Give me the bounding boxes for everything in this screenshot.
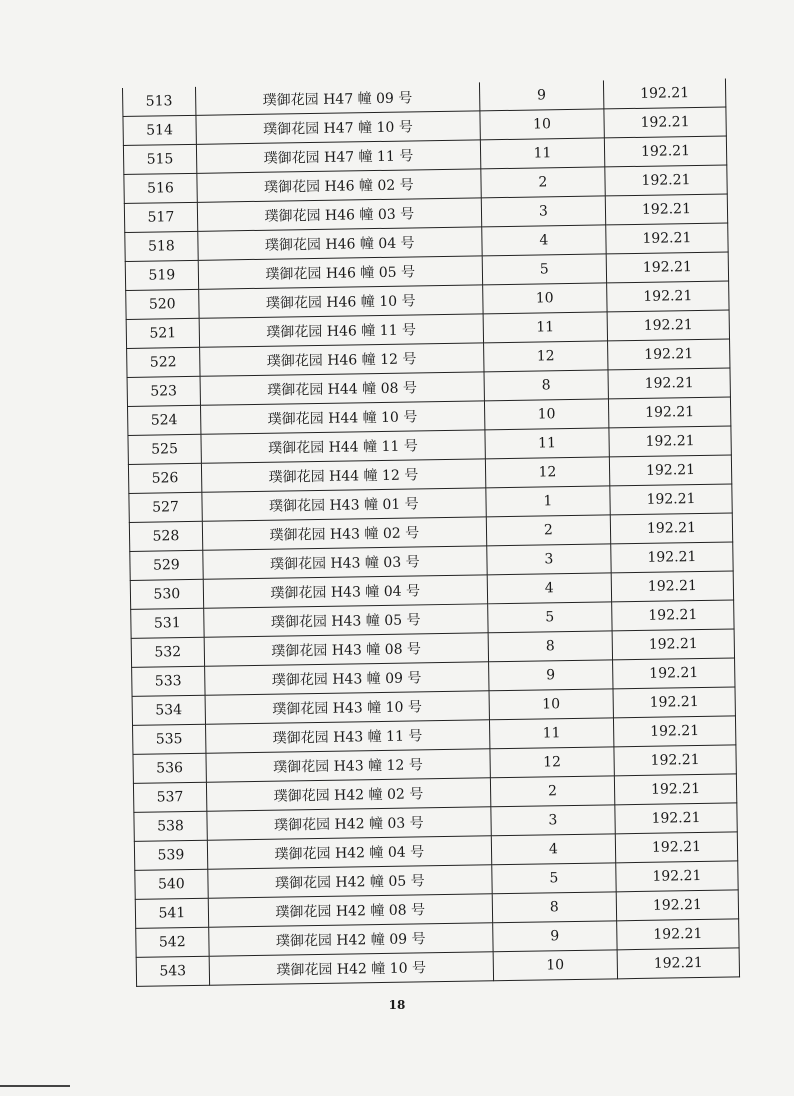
unit-number-cell: 9 <box>493 921 618 952</box>
area-cell: 192.21 <box>608 368 731 399</box>
area-cell: 192.21 <box>610 484 733 515</box>
unit-number-cell: 5 <box>488 602 613 633</box>
area-cell: 192.21 <box>610 513 733 544</box>
row-index-cell: 530 <box>130 579 203 609</box>
row-index-cell: 526 <box>128 463 201 493</box>
address-cell: 璞御花园 H47 幢 10 号 <box>196 111 480 144</box>
unit-number-cell: 2 <box>486 515 611 546</box>
row-index-cell: 513 <box>122 87 195 117</box>
area-cell: 192.21 <box>605 165 728 196</box>
unit-number-cell: 4 <box>491 834 616 865</box>
address-cell: 璞御花园 H47 幢 09 号 <box>195 82 479 115</box>
area-cell: 192.21 <box>604 136 727 167</box>
row-index-cell: 519 <box>125 260 198 290</box>
row-index-cell: 518 <box>125 231 198 261</box>
unit-number-cell: 12 <box>483 341 608 372</box>
address-cell: 璞御花园 H46 幢 11 号 <box>199 314 483 347</box>
address-cell: 璞御花园 H43 幢 02 号 <box>202 517 486 550</box>
unit-number-cell: 11 <box>489 718 614 749</box>
address-cell: 璞御花园 H44 幢 12 号 <box>201 459 485 492</box>
row-index-cell: 517 <box>124 202 197 232</box>
row-index-cell: 538 <box>134 811 207 841</box>
row-index-cell: 525 <box>128 434 201 464</box>
unit-number-cell: 5 <box>482 254 607 285</box>
area-cell: 192.21 <box>608 397 731 428</box>
area-cell: 192.21 <box>614 774 737 805</box>
row-index-cell: 534 <box>132 695 205 725</box>
unit-number-cell: 11 <box>485 428 610 459</box>
unit-number-cell: 10 <box>482 283 607 314</box>
address-cell: 璞御花园 H43 幢 09 号 <box>204 662 488 695</box>
row-index-cell: 521 <box>126 318 199 348</box>
address-cell: 璞御花园 H43 幢 01 号 <box>202 488 486 521</box>
unit-number-cell: 10 <box>484 399 609 430</box>
unit-number-cell: 2 <box>481 167 606 198</box>
row-index-cell: 539 <box>134 840 207 870</box>
unit-number-cell: 3 <box>487 544 612 575</box>
area-cell: 192.21 <box>613 716 736 747</box>
area-cell: 192.21 <box>616 890 739 921</box>
address-cell: 璞御花园 H42 幢 04 号 <box>207 836 491 869</box>
unit-number-cell: 12 <box>485 457 610 488</box>
unit-number-cell: 4 <box>487 573 612 604</box>
row-index-cell: 523 <box>127 376 200 406</box>
address-cell: 璞御花园 H43 幢 11 号 <box>205 720 489 753</box>
address-cell: 璞御花园 H46 幢 03 号 <box>197 198 481 231</box>
area-cell: 192.21 <box>603 79 725 109</box>
area-cell: 192.21 <box>614 745 737 776</box>
unit-number-cell: 9 <box>488 660 613 691</box>
unit-number-cell: 8 <box>488 631 613 662</box>
address-cell: 璞御花园 H44 幢 10 号 <box>200 401 484 434</box>
unit-number-cell: 5 <box>492 863 617 894</box>
area-cell: 192.21 <box>605 194 728 225</box>
unit-number-cell: 10 <box>493 950 618 981</box>
address-cell: 璞御花园 H43 幢 12 号 <box>206 749 490 782</box>
area-cell: 192.21 <box>607 281 730 312</box>
area-cell: 192.21 <box>613 687 736 718</box>
unit-number-cell: 8 <box>492 892 617 923</box>
row-index-cell: 536 <box>133 753 206 783</box>
area-cell: 192.21 <box>607 339 730 370</box>
row-index-cell: 543 <box>136 956 209 986</box>
area-cell: 192.21 <box>616 861 739 892</box>
area-cell: 192.21 <box>604 107 727 138</box>
header-mark <box>330 0 490 12</box>
area-cell: 192.21 <box>615 803 738 834</box>
row-index-cell: 542 <box>136 927 209 957</box>
area-cell: 192.21 <box>611 542 734 573</box>
row-index-cell: 532 <box>131 637 204 667</box>
unit-number-cell: 3 <box>481 196 606 227</box>
address-cell: 璞御花园 H43 幢 03 号 <box>203 546 487 579</box>
unit-number-cell: 11 <box>483 312 608 343</box>
row-index-cell: 520 <box>126 289 199 319</box>
address-cell: 璞御花园 H46 幢 02 号 <box>197 169 481 202</box>
unit-number-cell: 3 <box>491 805 616 836</box>
address-cell: 璞御花园 H43 幢 05 号 <box>203 604 487 637</box>
area-cell: 192.21 <box>612 600 735 631</box>
unit-number-cell: 11 <box>480 138 605 169</box>
unit-number-cell: 8 <box>484 370 609 401</box>
area-cell: 192.21 <box>607 310 730 341</box>
address-cell: 璞御花园 H44 幢 08 号 <box>200 372 484 405</box>
address-cell: 璞御花园 H43 幢 04 号 <box>203 575 487 608</box>
property-table <box>122 79 740 987</box>
area-cell: 192.21 <box>612 629 735 660</box>
row-index-cell: 529 <box>130 550 203 580</box>
unit-number-cell: 1 <box>486 486 611 517</box>
row-index-cell: 537 <box>133 782 206 812</box>
row-index-cell: 528 <box>129 521 202 551</box>
area-cell: 192.21 <box>606 252 729 283</box>
address-cell: 璞御花园 H46 幢 12 号 <box>199 343 483 376</box>
address-cell: 璞御花园 H42 幢 10 号 <box>209 952 493 985</box>
row-index-cell: 541 <box>135 898 208 928</box>
area-cell: 192.21 <box>612 658 735 689</box>
unit-number-cell: 2 <box>490 776 615 807</box>
property-table-body <box>122 79 739 987</box>
row-index-cell: 515 <box>123 144 196 174</box>
address-cell: 璞御花园 H42 幢 05 号 <box>208 865 492 898</box>
area-cell: 192.21 <box>617 948 740 979</box>
row-index-cell: 524 <box>128 405 201 435</box>
page-number: 18 <box>388 998 406 1012</box>
area-cell: 192.21 <box>609 455 732 486</box>
address-cell: 璞御花园 H42 幢 03 号 <box>207 807 491 840</box>
address-cell: 璞御花园 H43 幢 10 号 <box>205 691 489 724</box>
row-index-cell: 516 <box>124 173 197 203</box>
address-cell: 璞御花园 H47 幢 11 号 <box>196 140 480 173</box>
unit-number-cell: 9 <box>479 80 604 110</box>
row-index-cell: 540 <box>135 869 208 899</box>
address-cell: 璞御花园 H42 幢 02 号 <box>206 778 490 811</box>
row-index-cell: 533 <box>132 666 205 696</box>
area-cell: 192.21 <box>609 426 732 457</box>
row-index-cell: 527 <box>129 492 202 522</box>
area-cell: 192.21 <box>611 571 734 602</box>
row-index-cell: 531 <box>131 608 204 638</box>
address-cell: 璞御花园 H43 幢 08 号 <box>204 633 488 666</box>
unit-number-cell: 12 <box>490 747 615 778</box>
row-index-cell: 535 <box>133 724 206 754</box>
unit-number-cell: 10 <box>480 109 605 140</box>
unit-number-cell: 10 <box>489 689 614 720</box>
area-cell: 192.21 <box>617 919 740 950</box>
area-cell: 192.21 <box>606 223 729 254</box>
address-cell: 璞御花园 H44 幢 11 号 <box>201 430 485 463</box>
row-index-cell: 522 <box>127 347 200 377</box>
address-cell: 璞御花园 H46 幢 05 号 <box>198 256 482 289</box>
address-cell: 璞御花园 H42 幢 08 号 <box>208 894 492 927</box>
unit-number-cell: 4 <box>482 225 607 256</box>
area-cell: 192.21 <box>615 832 738 863</box>
address-cell: 璞御花园 H46 幢 04 号 <box>198 227 482 260</box>
address-cell: 璞御花园 H42 幢 09 号 <box>208 923 492 956</box>
row-index-cell: 514 <box>123 115 196 145</box>
address-cell: 璞御花园 H46 幢 10 号 <box>198 285 482 318</box>
bottom-rule <box>0 1085 70 1087</box>
